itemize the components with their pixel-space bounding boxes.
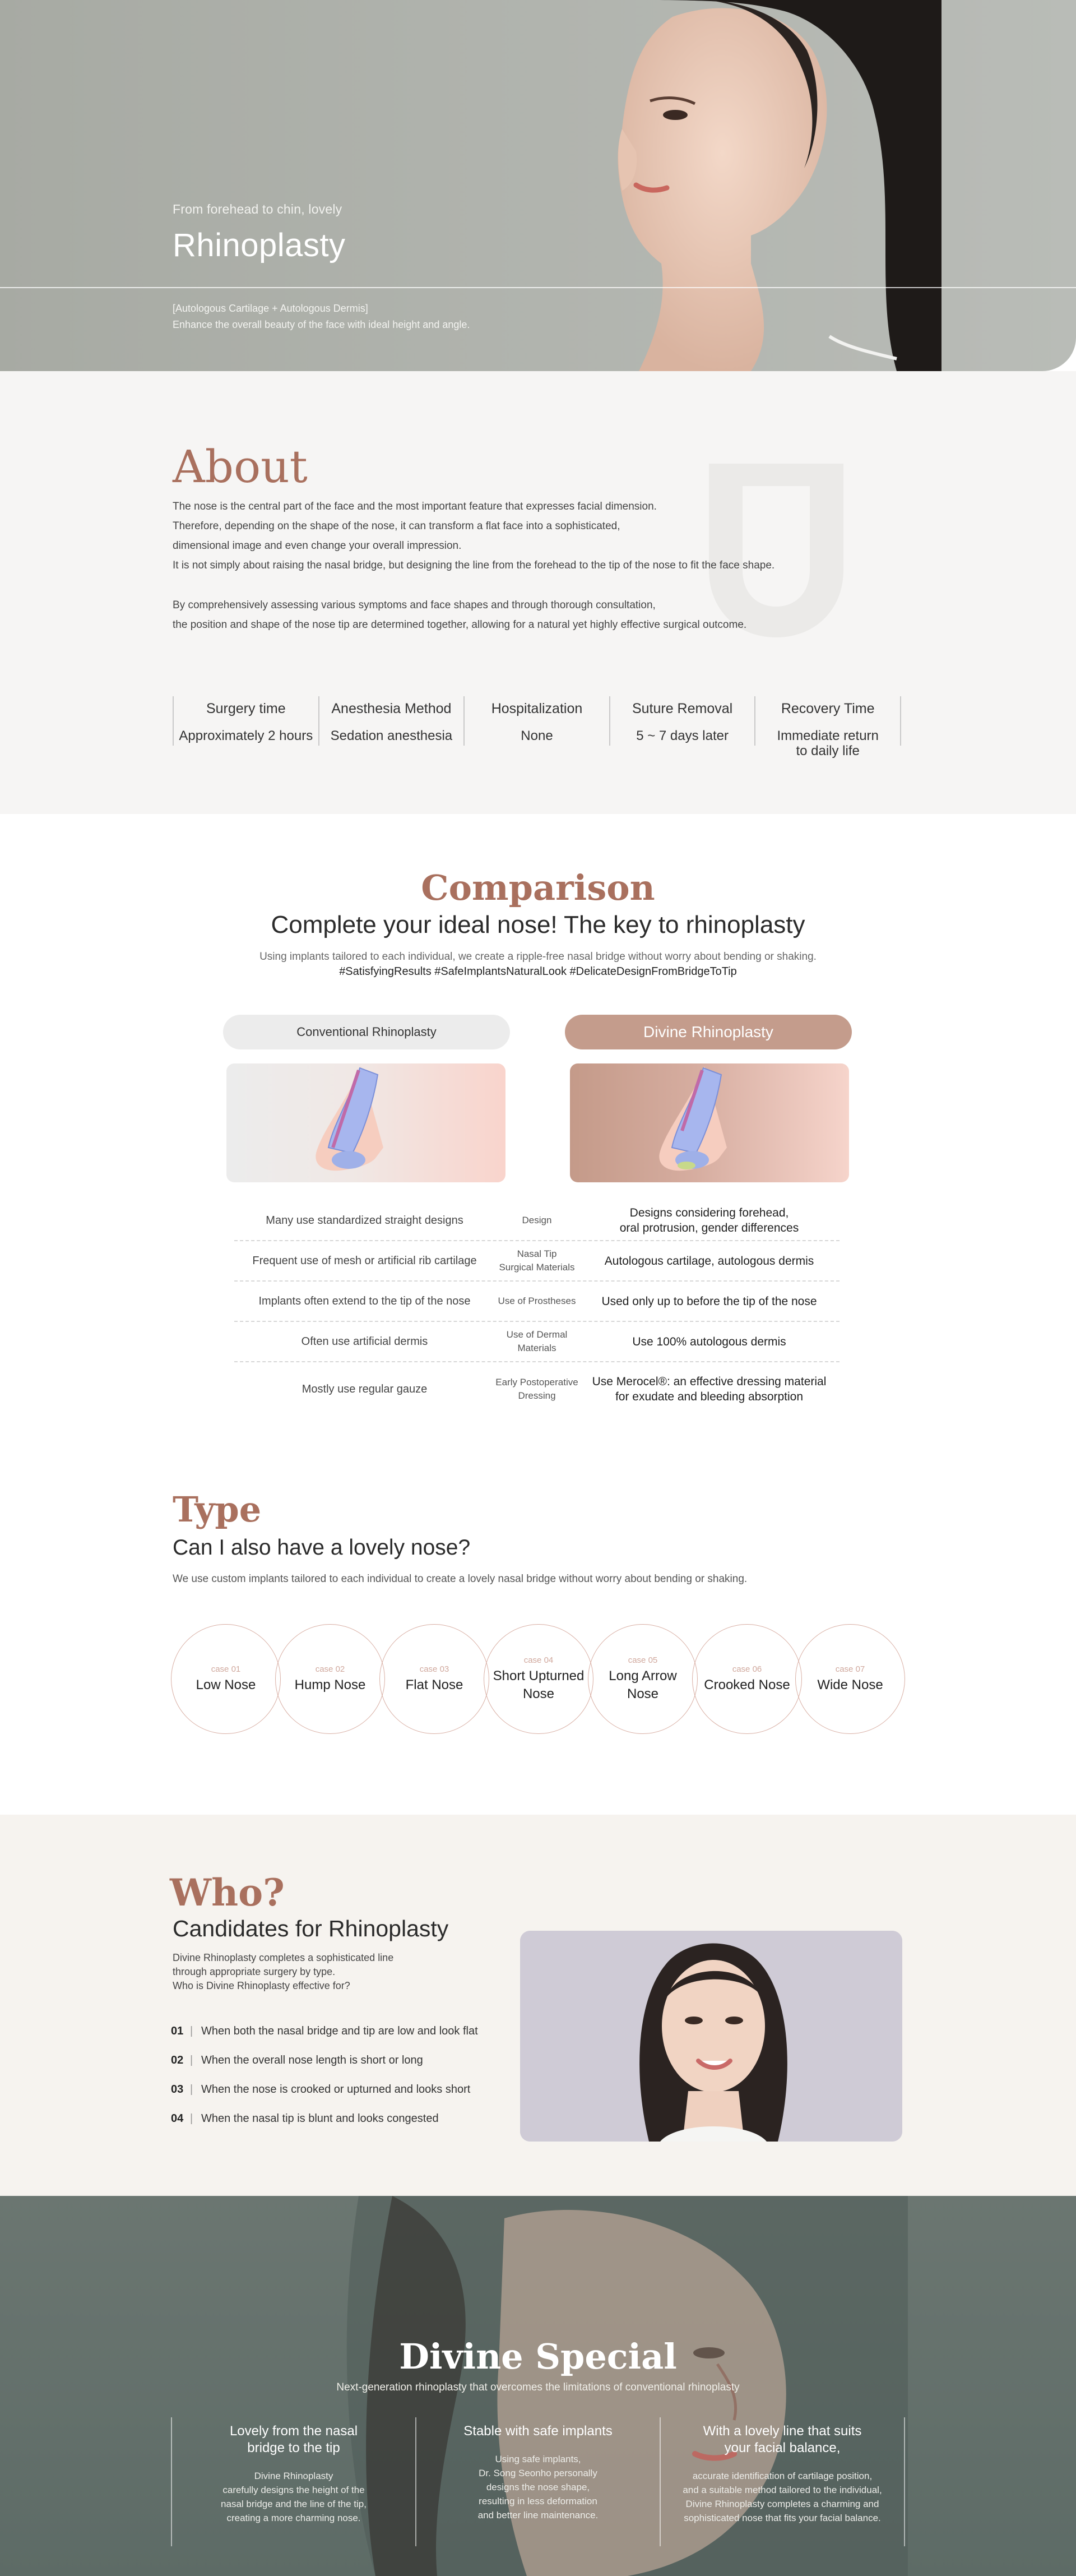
nose-implant-icon: [226, 1063, 505, 1182]
hero-tag: [Autologous Cartilage + Autologous Dermis]: [173, 303, 368, 314]
criteria-cell: Use of Dermal Materials: [506, 1329, 568, 1353]
item-text: When the nasal tip is blunt and looks congested: [201, 2112, 439, 2125]
comparison-section: [0, 814, 1076, 1487]
type-subtitle: We use custom implants tailored to each individual to create a lovely nasal bridge without worry about bending or shaking.: [173, 1573, 748, 1585]
divine-nose-illustration: [570, 1063, 849, 1182]
case-number: case 04: [523, 1655, 554, 1665]
feature-title: Stable with safe implants: [463, 2424, 613, 2439]
who-heading: Candidates for Rhinoplasty: [173, 1916, 449, 1941]
item-number: 01: [171, 2024, 184, 2037]
item-number: 04: [171, 2112, 184, 2125]
table-row: [234, 1362, 840, 1416]
separator: |: [190, 2024, 193, 2037]
fact-surgery-time: [173, 696, 318, 746]
conventional-cell: Frequent use of mesh or artificial rib cartilage: [252, 1255, 477, 1267]
fact-hospitalization: [463, 696, 609, 746]
who-intro: Divine Rhinoplasty completes a sophisticated line through appropriate surgery by type. Who is Divine Rhinoplasty effective for?: [173, 1952, 394, 1991]
divine-cell: Use 100% autologous dermis: [632, 1335, 786, 1348]
about-section: [0, 371, 1076, 814]
list-item: [171, 2104, 507, 2133]
fact-value: Immediate return to daily life: [777, 728, 879, 759]
list-item: [171, 2017, 507, 2046]
feature-title: With a lovely line that suits your facial balance,: [703, 2424, 862, 2455]
separator: |: [190, 2083, 193, 2096]
type-heading: Can I also have a lovely nose?: [173, 1536, 471, 1560]
divine-cell: Designs considering forehead, oral protrusion, gender differences: [619, 1206, 799, 1234]
nose-implant-icon: [570, 1063, 849, 1182]
comparison-heading: Complete your ideal nose! The key to rhinoplasty: [271, 911, 805, 938]
fact-suture-removal: [609, 696, 755, 746]
case-hump-nose[interactable]: [275, 1624, 385, 1734]
criteria-cell: Use of Prostheses: [498, 1296, 576, 1306]
item-number: 03: [171, 2083, 184, 2096]
case-low-nose[interactable]: [171, 1624, 281, 1734]
case-number: case 03: [419, 1664, 449, 1674]
comparison-hashtags: #SatisfyingResults #SafeImplantsNaturalLook #DelicateDesignFromBridgeToTip: [339, 965, 737, 978]
about-paragraph-2: By comprehensively assessing various symptoms and face shapes and through thorough consultation, the position and shape of the nose tip are determined together, allowing for a natural yet highly effective surgical outcome.: [173, 599, 747, 631]
feature-title: Lovely from the nasal bridge to the tip: [229, 2424, 358, 2455]
special-subtitle: Next-generation rhinoplasty that overcomes the limitations of conventional rhinoplasty: [336, 2381, 740, 2393]
case-number: case 05: [628, 1655, 658, 1665]
fact-label: Suture Removal: [632, 701, 733, 716]
special-title: Divine Special: [399, 2336, 677, 2377]
case-name: Wide Nose: [817, 1677, 883, 1692]
nose-type-cases: [171, 1624, 905, 1734]
case-number: case 02: [315, 1664, 345, 1674]
hero-subtitle: From forehead to chin, lovely: [173, 202, 342, 216]
comparison-subtitle: Using implants tailored to each individual, we create a ripple-free nasal bridge without worry about bending or shaking.: [259, 951, 817, 963]
list-item: [171, 2075, 507, 2104]
case-name: Hump Nose: [294, 1677, 366, 1692]
case-name: Flat Nose: [405, 1677, 463, 1692]
table-row: [234, 1322, 840, 1362]
feature-column: [171, 2417, 415, 2546]
case-name: Long Arrow Nose: [609, 1668, 677, 1701]
case-number: case 01: [211, 1664, 241, 1674]
conventional-nose-illustration: [226, 1063, 505, 1182]
table-row: [234, 1282, 840, 1322]
fact-value: Sedation anesthesia: [330, 728, 453, 743]
hero-divider: [0, 287, 1076, 288]
divine-cell: Used only up to before the tip of the nose: [601, 1294, 817, 1308]
case-number: case 07: [835, 1664, 865, 1674]
feature-column: [415, 2417, 660, 2546]
fact-label: Hospitalization: [491, 701, 583, 716]
hero-title: Rhinoplasty: [173, 227, 346, 263]
case-long-arrow-nose[interactable]: [588, 1624, 698, 1734]
criteria-cell: Nasal Tip Surgical Materials: [499, 1248, 575, 1273]
item-text: When the overall nose length is short or long: [201, 2054, 423, 2066]
fact-value: Approximately 2 hours: [179, 728, 313, 743]
table-row: [234, 1201, 840, 1241]
hero-portrait-image: [583, 0, 942, 371]
conventional-cell: Often use artificial dermis: [301, 1335, 428, 1348]
case-wide-nose[interactable]: [795, 1624, 905, 1734]
fact-label: Anesthesia Method: [331, 701, 452, 716]
conventional-cell: Mostly use regular gauze: [302, 1383, 428, 1395]
case-crooked-nose[interactable]: [692, 1624, 802, 1734]
about-paragraph-1: The nose is the central part of the face and the most important feature that expresses facial dimension. Therefore, depending on the shape of the nose, it can transform a flat face into a sophisticated, dimensional image and even change your overall impression. It is not simply about raising the nasal bridge, but designing the line from the forehead to the tip of the nose to fit the face shape.: [173, 501, 775, 571]
case-number: case 06: [732, 1664, 762, 1674]
divine-cell: Autologous cartilage, autologous dermis: [604, 1254, 814, 1268]
surgery-facts: [173, 696, 901, 759]
candidate-portrait-image: [520, 1931, 902, 2142]
case-name: Low Nose: [196, 1677, 256, 1692]
who-title: Who?: [170, 1871, 285, 1914]
divine-special-section: [0, 2196, 1076, 2576]
hero-description: Enhance the overall beauty of the face with ideal height and angle.: [173, 319, 470, 330]
feature-body: accurate identification of cartilage position, and a suitable method tailored to the individual, Divine Rhinoplasty completes a charming and sophisticated nose that fits your facial balance.: [683, 2471, 882, 2523]
separator: |: [190, 2054, 193, 2066]
separator: |: [190, 2112, 193, 2125]
portrait-illustration: [520, 1931, 902, 2142]
conventional-cell: Many use standardized straight designs: [266, 1214, 463, 1227]
item-text: When both the nasal bridge and tip are low and look flat: [201, 2024, 478, 2037]
hero-section: [0, 0, 1076, 371]
comparison-title: Comparison: [421, 867, 655, 908]
feature-column: [660, 2417, 905, 2546]
fact-value: 5 ~ 7 days later: [636, 728, 729, 743]
about-title: About: [173, 441, 308, 493]
criteria-cell: Early Postoperative Dressing: [495, 1377, 578, 1401]
case-flat-nose[interactable]: [379, 1624, 489, 1734]
special-features: [171, 2417, 905, 2546]
divine-cell: Use Merocel®: an effective dressing material for exudate and bleeding absorption: [592, 1375, 827, 1403]
type-section: [0, 1487, 1076, 1815]
criteria-cell: Design: [522, 1215, 552, 1225]
item-text: When the nose is crooked or upturned and looks short: [201, 2083, 471, 2096]
case-name: Short Upturned Nose: [493, 1668, 585, 1701]
fact-label: Recovery Time: [781, 701, 875, 716]
case-name: Crooked Nose: [704, 1677, 790, 1692]
type-title: Type: [173, 1489, 262, 1530]
comparison-table: [234, 1201, 840, 1416]
divine-rhinoplasty-tab[interactable]: Divine Rhinoplasty: [565, 1015, 852, 1049]
conventional-rhinoplasty-tab[interactable]: Conventional Rhinoplasty: [223, 1015, 510, 1049]
conventional-cell: Implants often extend to the tip of the nose: [258, 1295, 471, 1307]
item-number: 02: [171, 2054, 184, 2066]
table-row: [234, 1241, 840, 1282]
feature-body: Divine Rhinoplasty carefully designs the height of the nasal bridge and the line of the tip, creating a more charming nose.: [221, 2471, 367, 2523]
fact-anesthesia: [318, 696, 464, 746]
case-short-upturned-nose[interactable]: [484, 1624, 593, 1734]
who-section: [0, 1815, 1076, 2196]
fact-label: Surgery time: [206, 701, 286, 716]
list-item: [171, 2046, 507, 2075]
fact-recovery-time: [754, 696, 901, 759]
feature-body: Using safe implants, Dr. Song Seonho personally designs the nose shape, resulting in less deformation and better line maintenance.: [477, 2454, 599, 2520]
candidate-list: [171, 2017, 507, 2133]
fact-value: None: [521, 728, 553, 743]
